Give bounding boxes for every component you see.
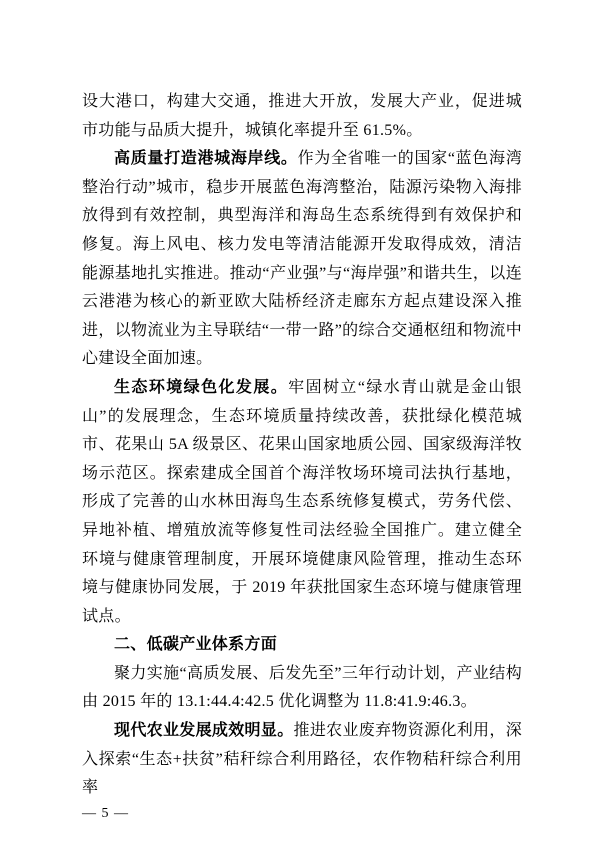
paragraph-industry-structure	[82, 660, 522, 717]
page-number: — 5 —	[82, 806, 129, 821]
paragraph-text: 牢固树立“绿水青山就是金山银山”的发展理念，生态环境质量持续改善，获批绿化模范城市、花果山 5A 级景区、花果山国家地质公园、国家级海洋牧场示范区。探索建成全国首个海洋牧场环境司法执行基地，形成了完善的山水林田海鸟生态系统修复模式，劳务代偿、异地补植、增殖放流等修复性司法经验全国推广。建立健全环境与健康管理制度，开展环境健康风险管理，推动生态环境与健康协同发展，于 2019 年获批国家生态环境与健康管理试点。	[82, 378, 522, 625]
paragraph-lead: 现代农业发展成效明显。	[114, 722, 294, 740]
paragraph-text: 设大港口，构建大交通，推进大开放，发展大产业，促进城市功能与品质大提升，城镇化率提升至 61.5%。	[82, 93, 522, 139]
paragraph-text: 作为全省唯一的国家“蓝色海湾整治行动”城市，稳步开展蓝色海湾整治，陆源污染物入海排放得到有效控制，典型海洋和海岛生态系统得到有效保护和修复。海上风电、核力发电等清洁能源开发取得成效，清洁能源基地扎实推进。推动“产业强”与“海岸强”和谐共生，以连云港港为核心的新亚欧大陆桥经济走廊东方起点建设深入推进，以物流业为主导联结“一带一路”的综合交通枢纽和物流中心建设全面加速。	[82, 150, 522, 368]
paragraph-modern-agriculture	[82, 717, 522, 803]
paragraph-text: 推进农业废弃物资源化利用，深入探索“生态+扶贫”秸秆综合利用路径，农作物秸秆综合利用率	[82, 722, 522, 797]
paragraph-lead: 高质量打造港城海岸线。	[114, 150, 298, 168]
paragraph-lead: 生态环境绿色化发展。	[114, 378, 289, 396]
section-heading: 二、低碳产业体系方面	[114, 636, 278, 654]
paragraph-eco-environment	[82, 374, 522, 631]
paragraph-text: 聚力实施“高质发展、后发先至”三年行动计划，产业结构由 2015 年的 13.1:44.4:42.5 优化调整为 11.8:41.9:46.3。	[82, 664, 522, 711]
paragraph-continuation	[82, 88, 522, 145]
paragraph-coastline	[82, 145, 522, 374]
